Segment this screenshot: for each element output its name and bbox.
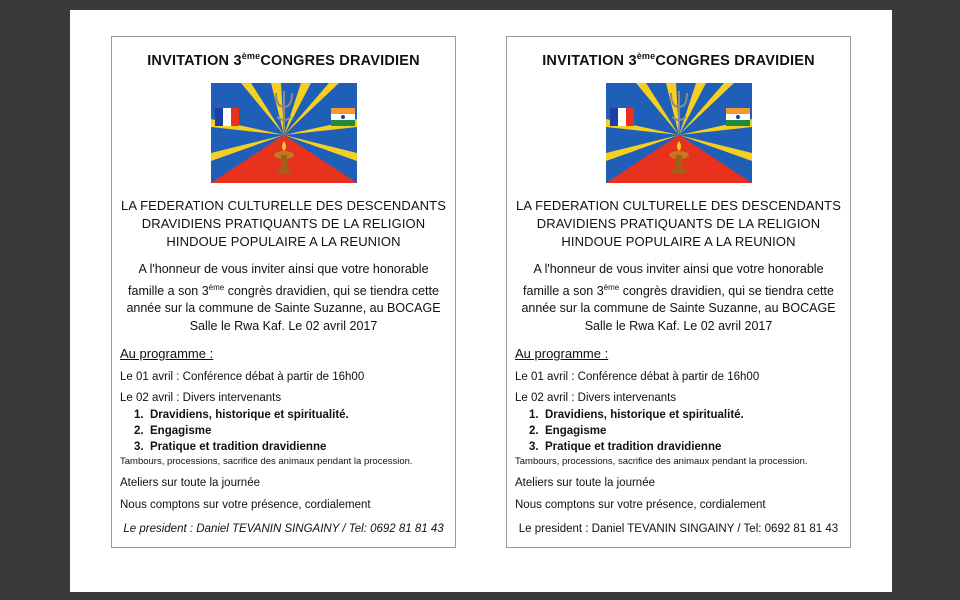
indian-flag-icon (331, 108, 355, 126)
president-signature: Le president : Daniel TEVANIN SINGAINY / Tel: 0692 81 81 43 (123, 523, 444, 535)
programme-day-1: Le 01 avril : Conférence débat à partir de 16h00 (515, 371, 760, 383)
invitation-card-left (111, 36, 456, 548)
reunion-flag-icon (211, 83, 357, 183)
federation-name: LA FEDERATION CULTURELLE DES DESCENDANTS DRAVIDIENS PRATIQUANTS DE LA RELIGION HINDOUE POPULAIRE A LA REUNION (121, 198, 446, 249)
programme-day-2: Le 02 avril : Divers intervenants (515, 392, 677, 404)
speaker-topic-list (529, 407, 744, 455)
list-item: 3. Pratique et tradition dravidienne (134, 441, 327, 453)
list-item: 1. Dravidiens, historique et spiritualité. (134, 409, 349, 421)
federation-name: LA FEDERATION CULTURELLE DES DESCENDANTS DRAVIDIENS PRATIQUANTS DE LA RELIGION HINDOUE POPULAIRE A LA REUNION (516, 198, 841, 249)
tambours-note: Tambours, processions, sacrifice des animaux pendant la procession. (120, 456, 413, 467)
president-signature: Le president : Daniel TEVANIN SINGAINY / Tel: 0692 81 81 43 (518, 523, 839, 535)
invitation-title: INVITATION 3èmeCONGRES DRAVIDIEN (147, 51, 420, 69)
document-page (70, 10, 892, 592)
indian-flag-icon (726, 108, 750, 126)
list-item: 1. Dravidiens, historique et spiritualité. (529, 409, 744, 421)
programme-heading: Au programme : (120, 346, 214, 361)
programme-day-1: Le 01 avril : Conférence débat à partir de 16h00 (120, 371, 365, 383)
programme-day-2: Le 02 avril : Divers intervenants (120, 392, 282, 404)
french-flag-icon (610, 108, 634, 126)
french-flag-icon (215, 108, 239, 126)
invitation-text: A l'honneur de vous inviter ainsi que votre honorable famille a son 3ème congrès dravidien, qui se tiendra cette année sur la commune de Sainte Suzanne, au BOCAGE Salle le Rwa Kaf. Le 02 avril 2017 (521, 262, 836, 333)
tambours-note: Tambours, processions, sacrifice des animaux pendant la procession. (515, 456, 808, 467)
closing-line: Nous comptons sur votre présence, cordialement (515, 499, 766, 511)
programme-heading: Au programme : (515, 346, 609, 361)
ateliers-line: Ateliers sur toute la journée (120, 477, 260, 489)
invitation-title: INVITATION 3èmeCONGRES DRAVIDIEN (542, 51, 815, 69)
ateliers-line: Ateliers sur toute la journée (515, 477, 655, 489)
list-item: 3. Pratique et tradition dravidienne (529, 441, 722, 453)
invitation-text: A l'honneur de vous inviter ainsi que votre honorable famille a son 3ème congrès dravidien, qui se tiendra cette année sur la commune de Sainte Suzanne, au BOCAGE Salle le Rwa Kaf. Le 02 avril 2017 (126, 262, 441, 333)
list-item: 2. Engagisme (134, 425, 212, 437)
speaker-topic-list (134, 407, 349, 455)
reunion-flag-icon (606, 83, 752, 183)
invitation-card-right (506, 36, 851, 548)
closing-line: Nous comptons sur votre présence, cordialement (120, 499, 371, 511)
list-item: 2. Engagisme (529, 425, 607, 437)
